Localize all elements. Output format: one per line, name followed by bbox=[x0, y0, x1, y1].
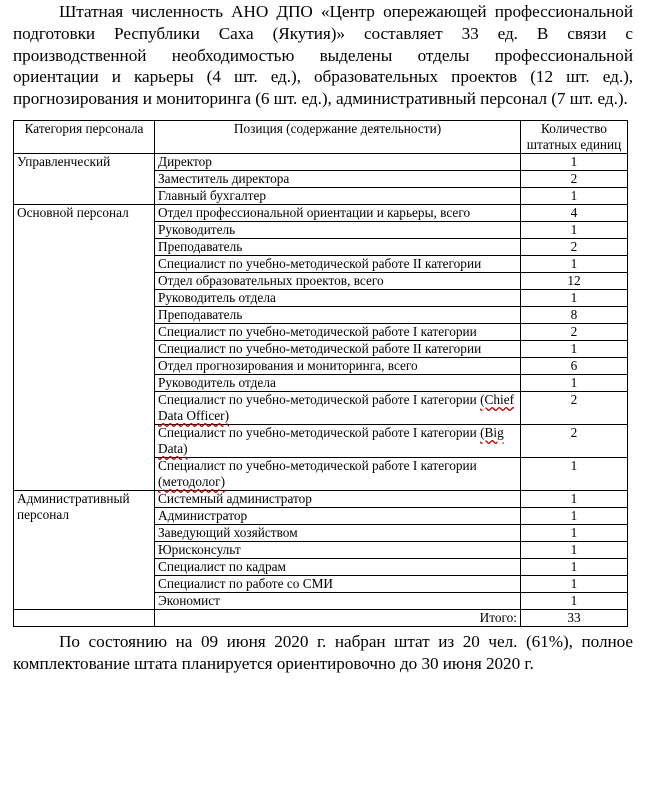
position-cell: Отдел образовательных проектов, всего bbox=[155, 272, 521, 289]
quantity-cell: 1 bbox=[521, 490, 628, 507]
quantity-cell: 1 bbox=[521, 507, 628, 524]
position-cell: Отдел прогнозирования и мониторинга, всего bbox=[155, 357, 521, 374]
quantity-cell: 2 bbox=[521, 424, 628, 457]
quantity-cell: 2 bbox=[521, 323, 628, 340]
quantity-cell: 1 bbox=[521, 340, 628, 357]
position-cell: Специалист по учебно-методической работе I категории (Big Data) bbox=[155, 424, 521, 457]
quantity-cell: 1 bbox=[521, 558, 628, 575]
position-cell: Специалист по учебно-методической работе I категории (методолог) bbox=[155, 457, 521, 490]
table-body bbox=[14, 153, 628, 626]
position-cell: Заместитель директора bbox=[155, 170, 521, 187]
position-cell: Главный бухгалтер bbox=[155, 187, 521, 204]
quantity-cell: 12 bbox=[521, 272, 628, 289]
quantity-cell: 2 bbox=[521, 238, 628, 255]
spellcheck-underlined-term: (методолог) bbox=[158, 473, 226, 489]
quantity-cell: 1 bbox=[521, 541, 628, 558]
position-cell: Специалист по работе со СМИ bbox=[155, 575, 521, 592]
quantity-cell: 2 bbox=[521, 391, 628, 424]
outro-paragraph: По состоянию на 09 июня 2020 г. набран штат из 20 чел. (61%), полное комплектование штата планируется ориентировочно до 30 июня 2020 г. bbox=[13, 631, 633, 673]
quantity-cell: 1 bbox=[521, 221, 628, 238]
staffing-table bbox=[13, 120, 628, 627]
position-cell: Специалист по учебно-методической работе II категории bbox=[155, 340, 521, 357]
quantity-cell: 1 bbox=[521, 457, 628, 490]
quantity-cell: 1 bbox=[521, 524, 628, 541]
position-cell: Заведующий хозяйством bbox=[155, 524, 521, 541]
position-cell: Администратор bbox=[155, 507, 521, 524]
quantity-cell: 1 bbox=[521, 187, 628, 204]
position-cell: Специалист по учебно-методической работе II категории bbox=[155, 255, 521, 272]
position-cell: Юрисконсульт bbox=[155, 541, 521, 558]
quantity-cell: 1 bbox=[521, 255, 628, 272]
position-cell: Руководитель отдела bbox=[155, 374, 521, 391]
position-cell: Директор bbox=[155, 153, 521, 170]
quantity-cell: 8 bbox=[521, 306, 628, 323]
total-label: Итого: bbox=[155, 609, 521, 626]
total-row bbox=[14, 609, 628, 626]
quantity-cell: 4 bbox=[521, 204, 628, 221]
quantity-cell: 6 bbox=[521, 357, 628, 374]
quantity-cell: 1 bbox=[521, 575, 628, 592]
position-cell: Руководитель отдела bbox=[155, 289, 521, 306]
position-cell: Специалист по учебно-методической работе I категории (Chief Data Officer) bbox=[155, 391, 521, 424]
table-header-row bbox=[14, 120, 628, 153]
spellcheck-underlined-term: (Chief Data Officer) bbox=[158, 391, 515, 423]
category-cell: Основной персонал bbox=[14, 204, 155, 490]
position-cell: Руководитель bbox=[155, 221, 521, 238]
header-quantity: Количество штатных единиц bbox=[521, 120, 628, 153]
total-value: 33 bbox=[521, 609, 628, 626]
position-cell: Отдел профессиональной ориентации и карьеры, всего bbox=[155, 204, 521, 221]
intro-paragraph: Штатная численность АНО ДПО «Центр опережающей профессиональной подготовки Республики Саха (Якутия)» составляет 33 ед. В связи с производственной необходимостью выделены отделы профессиональной ориентации и карьеры (4 шт. ед.), образовательных проектов (12 шт. ед.), прогнозирования и мониторинга (6 шт. ед.), административный персонал (7 шт. ед.). bbox=[13, 2, 633, 109]
category-cell: Административный персонал bbox=[14, 490, 155, 609]
table-row bbox=[14, 204, 628, 221]
header-position: Позиция (содержание деятельности) bbox=[155, 120, 521, 153]
total-empty-cell bbox=[14, 609, 155, 626]
header-category: Категория персонала bbox=[14, 120, 155, 153]
quantity-cell: 2 bbox=[521, 170, 628, 187]
position-cell: Специалист по кадрам bbox=[155, 558, 521, 575]
spellcheck-underlined-term: (Big Data) bbox=[158, 424, 504, 456]
position-cell: Преподаватель bbox=[155, 238, 521, 255]
quantity-cell: 1 bbox=[521, 289, 628, 306]
position-cell: Системный администратор bbox=[155, 490, 521, 507]
position-cell: Экономист bbox=[155, 592, 521, 609]
quantity-cell: 1 bbox=[521, 592, 628, 609]
quantity-cell: 1 bbox=[521, 374, 628, 391]
position-cell: Преподаватель bbox=[155, 306, 521, 323]
table-row bbox=[14, 490, 628, 507]
position-cell: Специалист по учебно-методической работе I категории bbox=[155, 323, 521, 340]
table-row bbox=[14, 153, 628, 170]
category-cell: Управленческий bbox=[14, 153, 155, 204]
quantity-cell: 1 bbox=[521, 153, 628, 170]
